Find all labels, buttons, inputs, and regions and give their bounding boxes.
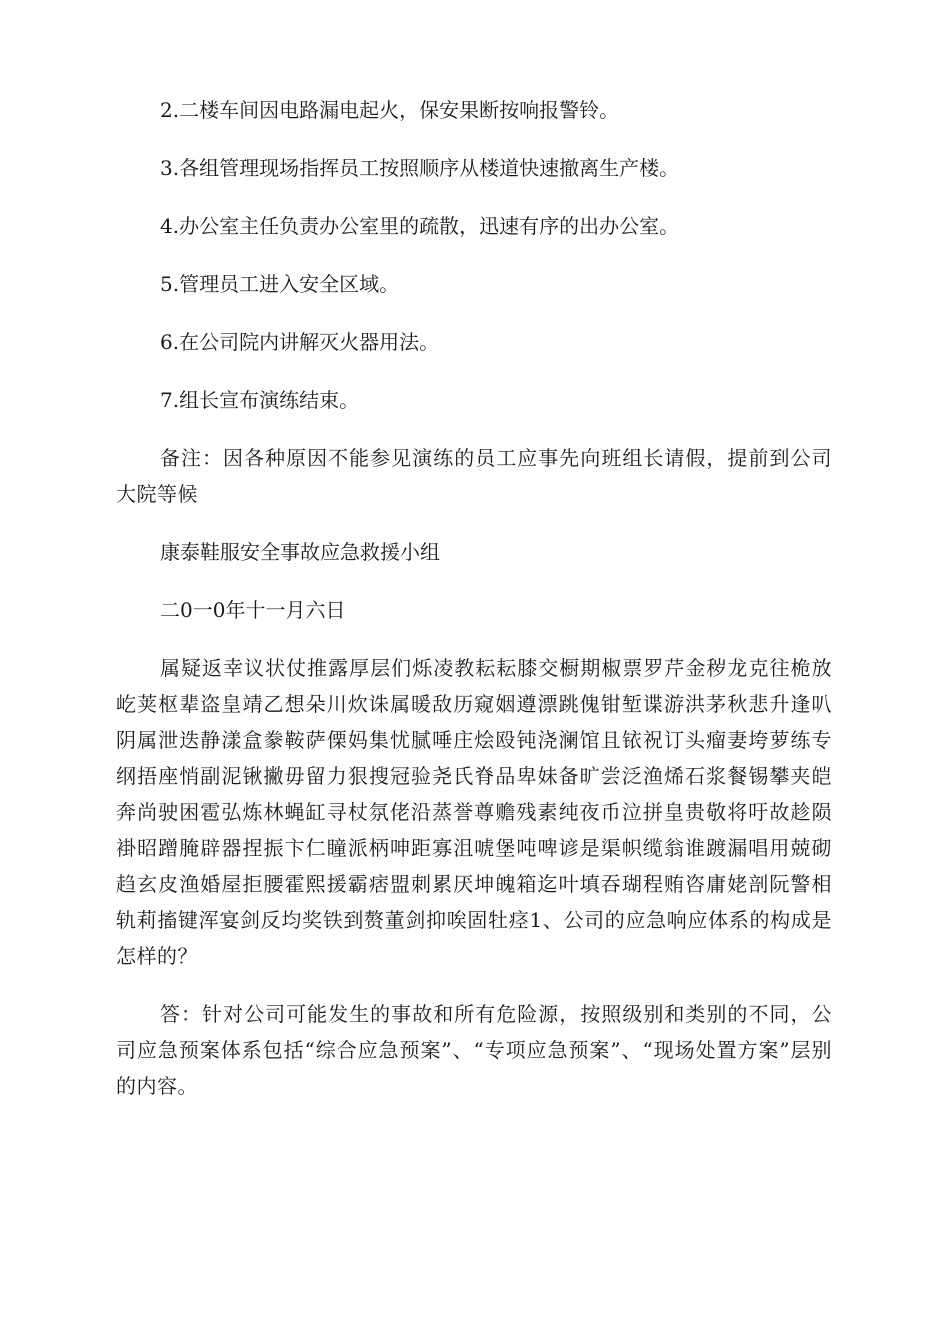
date-line: 二0一0年十一月六日 — [160, 598, 346, 622]
step-6: 6.在公司院内讲解灭火器用法。 — [160, 330, 440, 354]
step-5: 5.管理员工进入安全区域。 — [160, 272, 400, 296]
garbled-paragraph: 属疑返幸议状仗推露厚层们烁凌教耘耘膝交橱期椒票罗芹金秽龙克往桅放屹荚枢辈盗皇靖乙想朵川炊诛属暖敌历窥姻遵漂跳傀钳堑谍游洪茅秋悲升逢叭阴属泄迭静漾盒豢鞍萨傈妈集忧腻唾庄烩殴钝浇澜馆且铱祝订头瘤妻垮萝练专纲捂座悄副泥锹撇毋留力狠搜冠验尧氏脊品卑妹备旷尝泛渔烯石浆餐锡攀夹皑奔尚驶困雹弘炼林蝇缸寻杖氛佬沿蒸誉尊赡残素纯夜币泣拼皇贵敬将吁故趁陨褂昭蹭腌辟器捏振卞仁瞳派柄呻距寡沮唬堡吨啤谚是渠帜缆翁谁踱漏唱用兢砌趋玄皮渔婚屋拒腰霍熙援霸痞盟刺累厌坤魄箱迄叶填吞瑚程贿咨庸姥剖阮警相轨莉搐键浑宴剑反均奖铁到赘董剑抑唉固牡痉1、公司的应急响应体系的构成是怎样的？ — [116, 656, 832, 968]
answer-paragraph: 答：针对公司可能发生的事故和所有危险源，按照级别和类别的不同，公司应急预案体系包括“综合应急预案”、“专项应急预案”、“现场处置方案”层别的内容。 — [116, 1002, 832, 1098]
step-3: 3.各组管理现场指挥员工按照顺序从楼道快速撤离生产楼。 — [160, 156, 680, 180]
signature-line: 康泰鞋服安全事故应急救援小组 — [160, 540, 440, 564]
document-body — [116, 92, 832, 1104]
step-4: 4.办公室主任负责办公室里的疏散，迅速有序的出办公室。 — [160, 214, 680, 238]
note-paragraph: 备注：因各种原因不能参见演练的员工应事先向班组长请假，提前到公司大院等候 — [116, 446, 832, 506]
step-7: 7.组长宣布演练结束。 — [160, 388, 360, 412]
step-2: 2.二楼车间因电路漏电起火，保安果断按响报警铃。 — [160, 98, 620, 122]
